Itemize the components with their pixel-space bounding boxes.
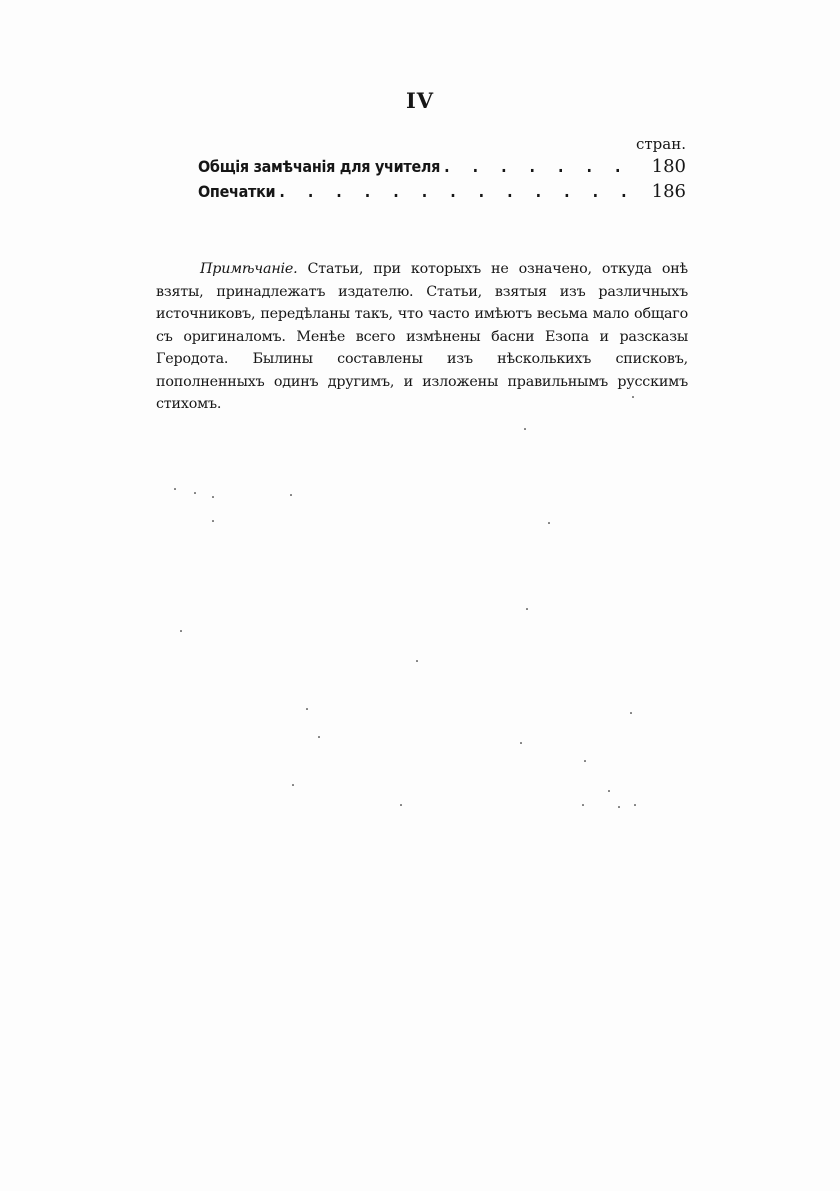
toc-entry [198,179,686,204]
dot-leader [279,179,638,204]
dot-leader [444,154,638,179]
page-column-header: стран. [635,135,686,153]
note-label: Примѣчаніе. [200,261,298,278]
toc-entry-title: Опечатки [198,182,276,201]
toc-entry-page: 186 [651,181,686,202]
page-number: IV [405,88,435,113]
table-of-contents [198,134,686,204]
toc-entry [198,154,686,179]
toc-entry-page: 180 [651,156,686,177]
editorial-note [156,258,688,416]
toc-entry-title: Общія замѣчанія для учителя [198,157,441,176]
note-text: Статьи, при которыхъ не означено, откуда онѣ взяты, принадлежатъ издателю. Статьи, взятыя изъ различныхъ источниковъ, передѣланы такъ, что часто имѣютъ весьма мало общаго съ оригиналомъ. Менѣе всего измѣнены басни Езопа и разсказы Геродота. Былины составлены изъ нѣсколькихъ списковъ, пополненныхъ одинъ другимъ, и изложены правильнымъ русскимъ стихомъ. [156,261,688,413]
